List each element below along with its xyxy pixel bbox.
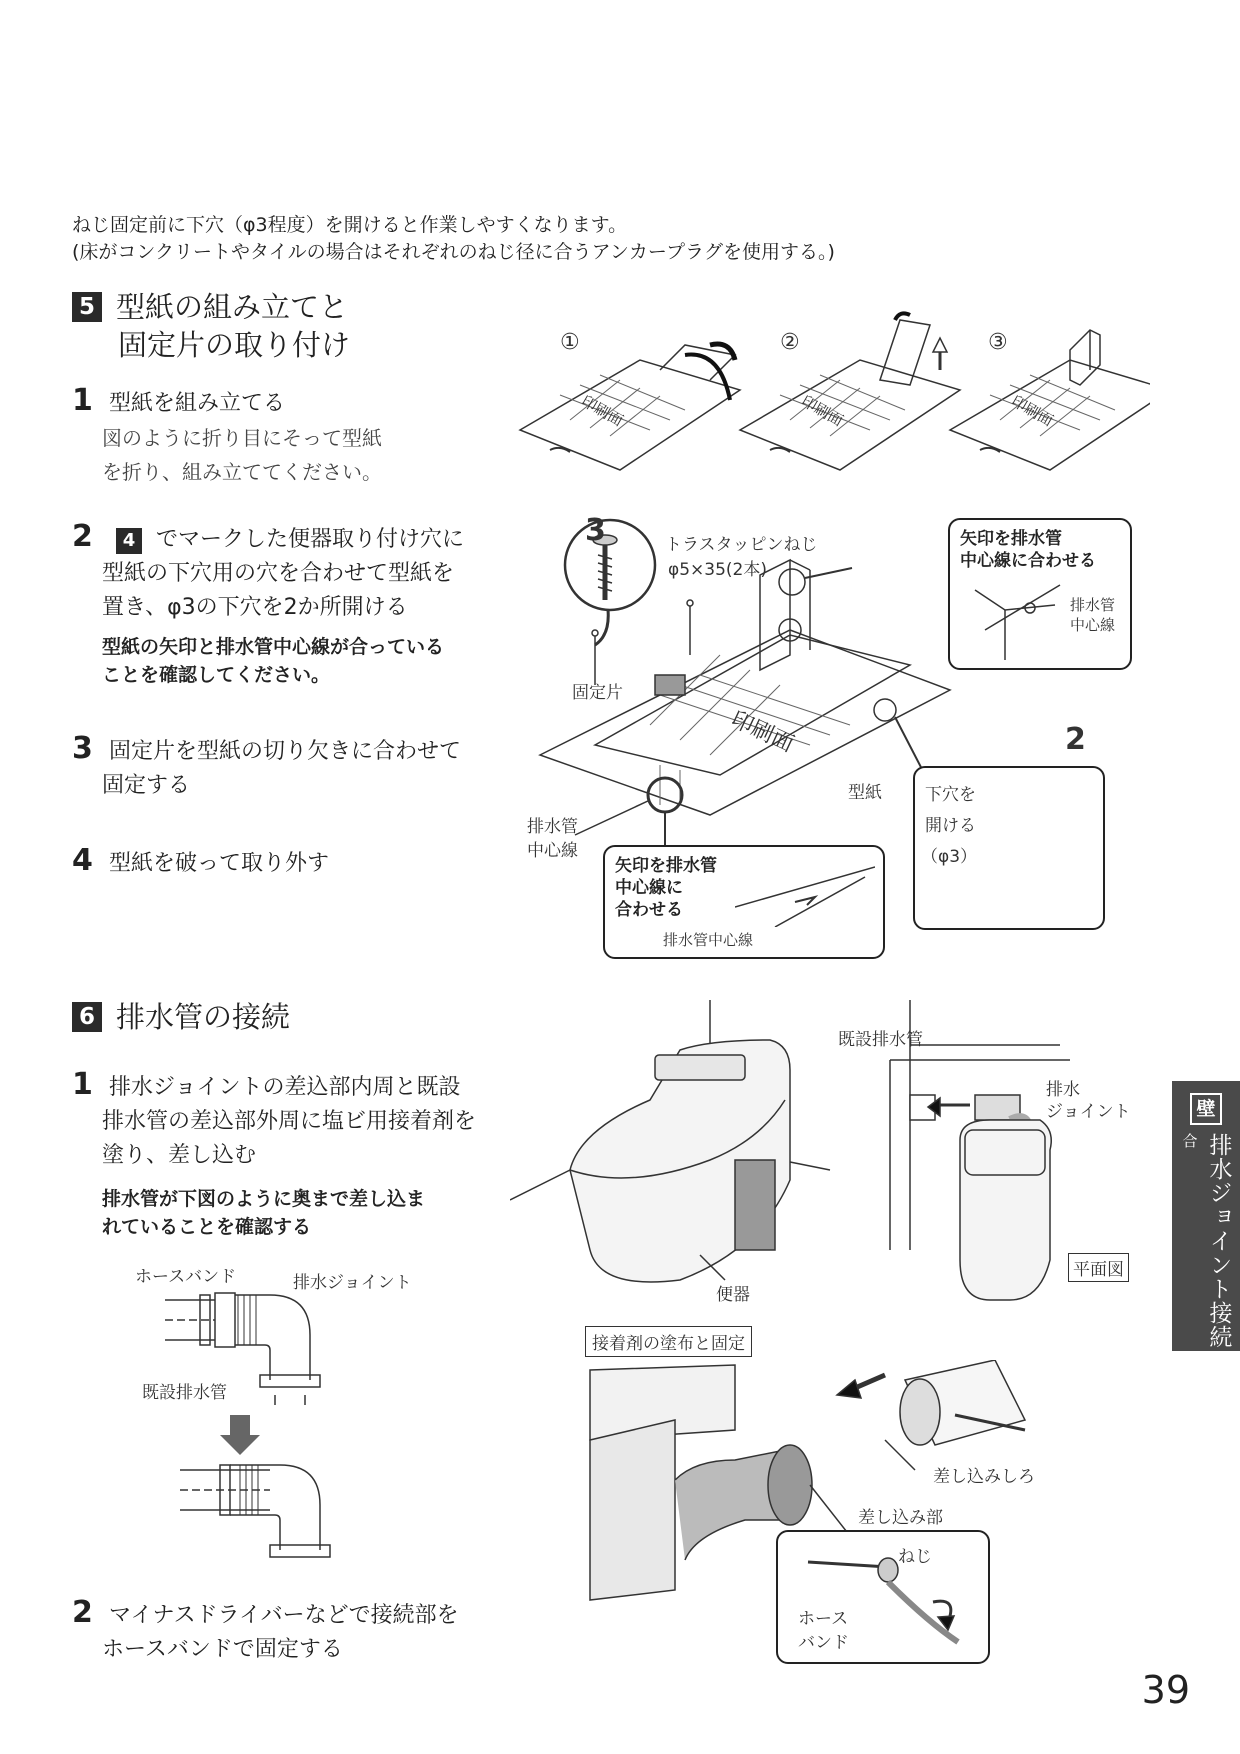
s5-step4 bbox=[72, 844, 329, 881]
screw-label: ねじ bbox=[898, 1547, 932, 1567]
fold-step-3 bbox=[950, 330, 1150, 470]
fold-step-2 bbox=[740, 313, 960, 470]
callout-top-line1: 矢印を排水管 bbox=[960, 529, 1062, 549]
drain-center-label-2: 中心線 bbox=[527, 841, 578, 861]
s5-diagram-step3-num: 3 bbox=[585, 513, 606, 548]
s5-step2-num: 2 bbox=[72, 519, 93, 554]
side-tab-box: 壁 bbox=[1190, 1093, 1222, 1125]
s5-step1-num: 1 bbox=[72, 383, 93, 418]
print-face-3: 印刷面 bbox=[1008, 391, 1057, 430]
print-face-2: 印刷面 bbox=[798, 391, 847, 430]
section5-title-line2: 固定片の取り付け bbox=[118, 328, 351, 362]
s5-step1-desc2: を折り、組み立ててください。 bbox=[102, 460, 382, 484]
page-number: 39 bbox=[1141, 1668, 1190, 1712]
glue-title: 接着剤の塗布と固定 bbox=[585, 1326, 752, 1357]
arrow-mark-top bbox=[779, 569, 805, 595]
s6-step2-text2: ホースバンドで固定する bbox=[102, 1637, 343, 1662]
callout-top-sub1: 排水管 bbox=[1070, 596, 1116, 614]
callout-hose-band bbox=[776, 1530, 990, 1664]
drain-joint-label: 排水ジョイント bbox=[293, 1273, 412, 1293]
template-label: 型紙 bbox=[848, 783, 882, 803]
toilet-joint-label-2: ジョイント bbox=[1046, 1102, 1131, 1122]
callout-bottom-detail bbox=[735, 857, 875, 927]
section6-badge: 6 bbox=[72, 1002, 102, 1032]
drill-line2: 開ける bbox=[925, 816, 976, 836]
s6-step1-num: 1 bbox=[72, 1067, 93, 1102]
section5-heading bbox=[72, 288, 350, 364]
existing-pipe-icon bbox=[900, 1360, 1025, 1445]
callout-top-line2: 中心線に合わせる bbox=[960, 551, 1096, 571]
s5-step2-note2: ことを確認してください。 bbox=[102, 664, 331, 686]
callout-drill bbox=[913, 766, 1105, 930]
toilet-diagram bbox=[510, 1000, 1150, 1320]
s6-step1-text1: 排水ジョイントの差込部内周と既設 bbox=[109, 1075, 461, 1100]
s5-step1-text: 型紙を組み立てる bbox=[109, 391, 286, 416]
insert-part-label: 差し込み部 bbox=[858, 1508, 943, 1528]
screw-zoom-circle bbox=[565, 520, 655, 610]
s5-step2-text2: 型紙の下穴用の穴を合わせて型紙を bbox=[102, 561, 455, 586]
callout-bottom bbox=[603, 845, 885, 959]
s5-step4-text: 型紙を破って取り外す bbox=[109, 851, 330, 876]
section5-title-line1: 型紙の組み立てと bbox=[116, 290, 349, 324]
callout-bottom-line2: 中心線に bbox=[615, 878, 683, 898]
hose-label-2: バンド bbox=[798, 1633, 849, 1653]
s5-step2-note1: 型紙の矢印と排水管中心線が合っている bbox=[102, 636, 445, 658]
section6-title: 排水管の接続 bbox=[116, 1000, 291, 1034]
screw-label-1: トラスタッピンねじ bbox=[665, 535, 818, 555]
intro-line-2: (床がコンクリートやタイルの場合はそれぞれのねじ径に合うアンカープラグを使用する。) bbox=[72, 241, 835, 263]
toilet-label: 便器 bbox=[716, 1285, 750, 1305]
s5-step3-text1: 固定片を型紙の切り欠きに合わせて bbox=[109, 739, 462, 764]
print-face-1: 印刷面 bbox=[578, 391, 627, 430]
fixing-piece-label: 固定片 bbox=[572, 683, 623, 703]
fold-step-1 bbox=[520, 344, 740, 470]
s5-step2-text3: 置き、φ3の下穴を2か所開ける bbox=[102, 595, 408, 620]
s5-step1-desc1: 図のように折り目にそって型紙 bbox=[102, 426, 382, 450]
s5-diagram-step2-num: 2 bbox=[1065, 722, 1086, 757]
s6-step1 bbox=[72, 1068, 476, 1241]
side-tab-main: 排水ジョイント接続 bbox=[1205, 1133, 1232, 1349]
side-tab-text bbox=[1177, 1133, 1236, 1395]
drill-line3: （φ3） bbox=[921, 847, 978, 867]
s6-step1-text3: 塗り、差し込む bbox=[102, 1143, 257, 1168]
s6-step2 bbox=[72, 1596, 459, 1667]
fold-label-3: ③ bbox=[988, 330, 1008, 355]
toilet-joint-label-1: 排水 bbox=[1046, 1080, 1080, 1100]
s6-step1-note2: れていることを確認する bbox=[102, 1216, 312, 1238]
pipe-after bbox=[180, 1465, 330, 1557]
callout-bottom-line3: 合わせる bbox=[615, 900, 683, 920]
section6-heading bbox=[72, 998, 290, 1036]
fold-label-1: ① bbox=[560, 330, 580, 355]
intro-line-1: ねじ固定前に下穴（φ3程度）を開けると作業しやすくなります。 bbox=[72, 214, 628, 236]
insert-margin-label: 差し込みしろ bbox=[933, 1467, 1035, 1487]
drill-line1: 下穴を bbox=[925, 785, 976, 805]
s5-step1 bbox=[72, 384, 382, 489]
fold-label-2: ② bbox=[780, 330, 800, 355]
callout-top-detail bbox=[965, 580, 1065, 660]
s5-step2-text1: でマークした便器取り付け穴に bbox=[156, 527, 465, 552]
s6-step2-num: 2 bbox=[72, 1595, 93, 1630]
hose-band-label: ホースバンド bbox=[135, 1267, 237, 1287]
hose-label-1: ホース bbox=[798, 1609, 849, 1629]
toilet-existing-pipe-label: 既設排水管 bbox=[838, 1030, 923, 1050]
s6-step1-text2: 排水管の差込部外周に塩ビ用接着剤を bbox=[102, 1109, 477, 1134]
callout-top bbox=[948, 518, 1132, 670]
s5-step3-num: 3 bbox=[72, 731, 93, 766]
print-face-main: 印刷面 bbox=[726, 707, 798, 758]
intro-text bbox=[72, 212, 835, 266]
section5-badge: 5 bbox=[72, 292, 102, 322]
s5-step3 bbox=[72, 732, 461, 803]
s5-step3-text2: 固定する bbox=[102, 773, 191, 798]
s5-step4-num: 4 bbox=[72, 843, 93, 878]
drain-center-label-1: 排水管 bbox=[527, 817, 578, 837]
callout-bottom-sub: 排水管中心線 bbox=[663, 931, 754, 949]
callout-top-sub2: 中心線 bbox=[1070, 616, 1116, 634]
template-sheet bbox=[595, 635, 910, 775]
plan-view bbox=[890, 1060, 1070, 1300]
s6-step2-text1: マイナスドライバーなどで接続部を bbox=[109, 1603, 459, 1628]
toilet-icon bbox=[570, 1040, 790, 1282]
s6-step1-note1: 排水管が下図のように奥まで差し込ま bbox=[102, 1188, 426, 1210]
s5-step2 bbox=[72, 520, 464, 689]
side-tab bbox=[1172, 1081, 1240, 1381]
callout-bottom-line1: 矢印を排水管 bbox=[615, 856, 717, 876]
plan-view-label: 平面図 bbox=[1068, 1253, 1129, 1282]
down-arrow bbox=[220, 1415, 260, 1455]
side-tab-small: の場合 bbox=[1180, 1133, 1228, 1381]
pipe-insertion-diagram bbox=[160, 1285, 440, 1595]
screw-label-2: φ5×35(2本) bbox=[668, 560, 767, 580]
existing-pipe-label: 既設排水管 bbox=[142, 1383, 227, 1403]
s5-step2-ref-badge: 4 bbox=[116, 528, 142, 554]
